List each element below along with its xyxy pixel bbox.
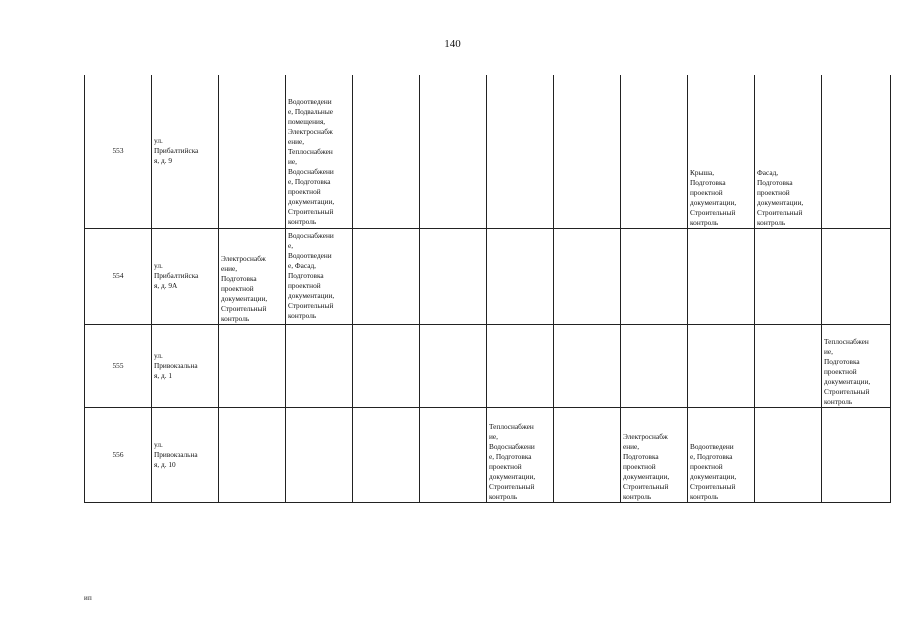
- table-row: [85, 228, 891, 324]
- work-cell: [219, 407, 286, 502]
- work-cell: [688, 324, 755, 407]
- work-cell: [487, 75, 554, 228]
- work-cell: Крыша, Подготовка проектной документации, Строительный контроль: [688, 75, 755, 228]
- work-cell: Теплоснабжен ие, Водоснабжени е, Подготовка проектной документации, Строительный контроль: [487, 407, 554, 502]
- work-cell: [353, 228, 420, 324]
- work-cell: [353, 324, 420, 407]
- work-cell: [822, 75, 891, 228]
- work-cell: [420, 228, 487, 324]
- work-cell: [286, 407, 353, 502]
- work-cell: [755, 407, 822, 502]
- work-cell: [487, 228, 554, 324]
- footer-mark: ип: [84, 594, 93, 602]
- work-cell: [286, 324, 353, 407]
- work-cell: Теплоснабжен ие, Подготовка проектной документации, Строительный контроль: [822, 324, 891, 407]
- work-cell: [353, 407, 420, 502]
- page-number: 140: [444, 38, 461, 50]
- work-cell: Электроснабж ение, Подготовка проектной документации, Строительный контроль: [219, 228, 286, 324]
- work-cell: [554, 75, 621, 228]
- work-cell: [420, 324, 487, 407]
- table-row: [85, 407, 891, 502]
- address-cell: ул. Привокзальна я, д. 1: [152, 324, 219, 407]
- works-schedule-table: [84, 75, 891, 503]
- work-cell: [219, 75, 286, 228]
- work-cell: [554, 407, 621, 502]
- work-cell: [219, 324, 286, 407]
- table-row: [85, 75, 891, 228]
- work-cell: [487, 324, 554, 407]
- row-number: 556: [85, 407, 152, 502]
- table-row: [85, 324, 891, 407]
- work-cell: [554, 228, 621, 324]
- work-cell: [755, 324, 822, 407]
- row-number: 554: [85, 228, 152, 324]
- work-cell: [621, 228, 688, 324]
- work-cell: Водоотведени е, Подвальные помещения, Электроснабж ение, Теплоснабжен ие, Водоснабжени е, Подготовка проектной документации, Строительный контроль: [286, 75, 353, 228]
- row-number: 553: [85, 75, 152, 228]
- work-cell: Водоснабжени е, Водоотведени е, Фасад, Подготовка проектной документации, Строительный контроль: [286, 228, 353, 324]
- work-cell: Электроснабж ение, Подготовка проектной документации, Строительный контроль: [621, 407, 688, 502]
- work-cell: [420, 75, 487, 228]
- work-cell: [822, 407, 891, 502]
- work-cell: Водоотведени е, Подготовка проектной документации, Строительный контроль: [688, 407, 755, 502]
- work-cell: [420, 407, 487, 502]
- work-cell: [688, 228, 755, 324]
- work-cell: [621, 75, 688, 228]
- address-cell: ул. Привокзальна я, д. 10: [152, 407, 219, 502]
- work-cell: [621, 324, 688, 407]
- address-cell: ул. Прибалтийска я, д. 9А: [152, 228, 219, 324]
- work-cell: [554, 324, 621, 407]
- work-cell: [822, 228, 891, 324]
- address-cell: ул. Прибалтийска я, д. 9: [152, 75, 219, 228]
- work-cell: [755, 228, 822, 324]
- work-cell: Фасад, Подготовка проектной документации, Строительный контроль: [755, 75, 822, 228]
- row-number: 555: [85, 324, 152, 407]
- work-cell: [353, 75, 420, 228]
